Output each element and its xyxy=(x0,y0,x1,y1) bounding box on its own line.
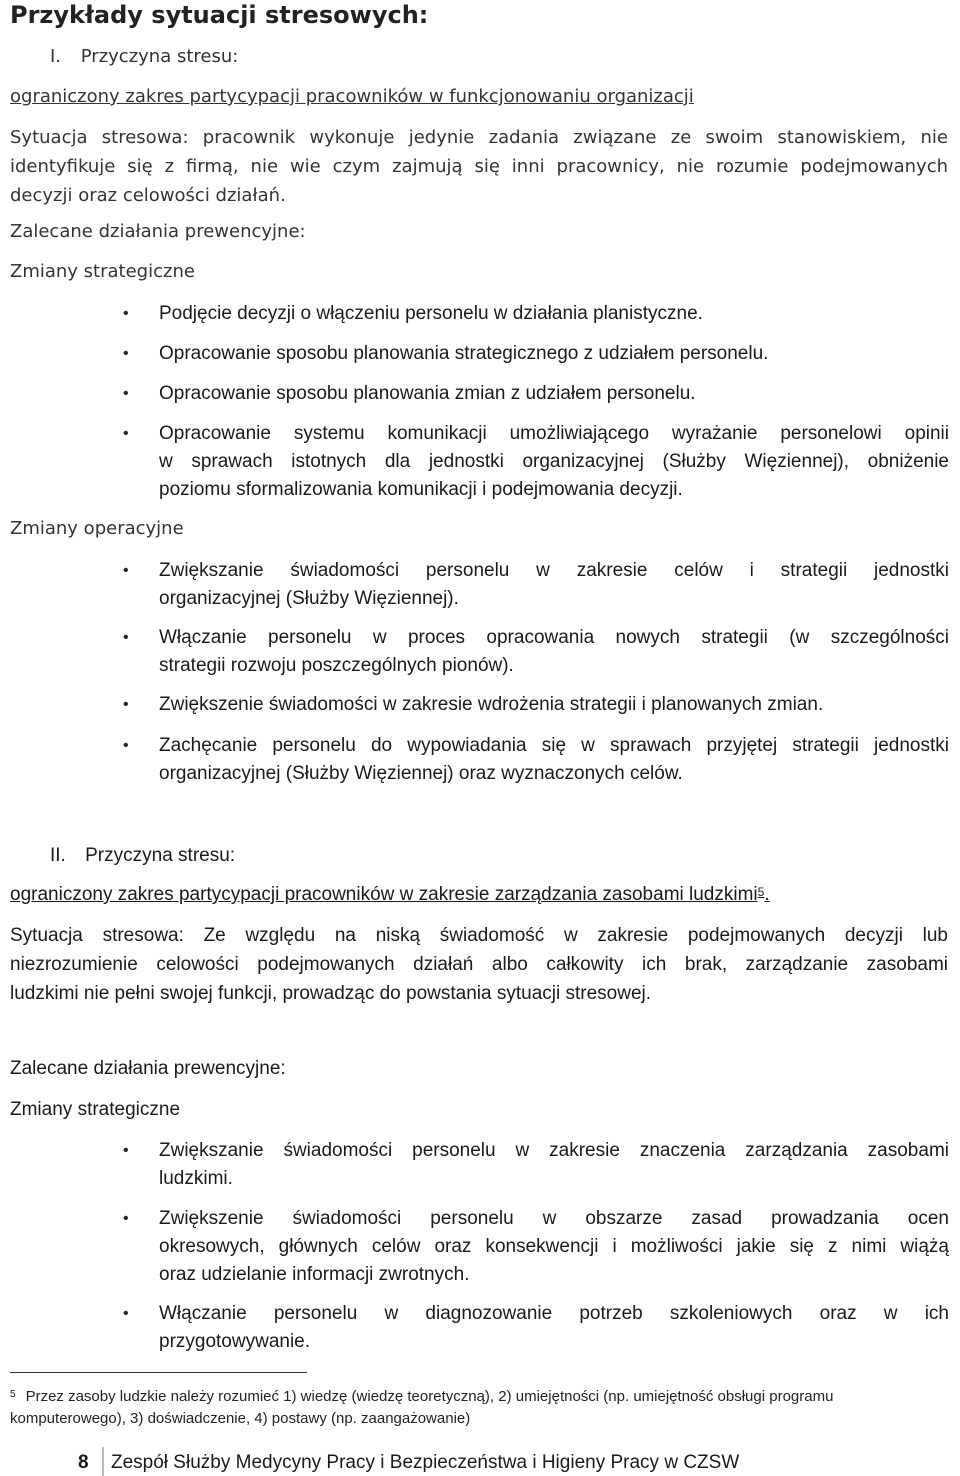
section-1-strategic-heading: Zmiany strategiczne xyxy=(10,261,195,282)
list-item-text: Opracowanie sposobu planowania zmian z udziałem personelu. xyxy=(159,383,696,404)
list-item-line: Włączanie personelu w diagnozowanie potrzeb szkoleniowych oraz w ich xyxy=(159,1303,949,1324)
list-item xyxy=(123,1205,949,1289)
list-item-line: poziomu sformalizowania komunikacji i podejmowania decyzji. xyxy=(159,479,683,500)
bullet-dot-icon: • xyxy=(123,385,129,402)
list-item-line: Zwiększanie świadomości personelu w zakresie znaczenia zarządzania zasobami xyxy=(159,1140,949,1161)
section-2-situation xyxy=(10,921,948,1008)
footnote-divider xyxy=(10,1372,307,1373)
bullet-dot-icon: • xyxy=(123,562,129,579)
situation-line: decyzji oraz celowości działań. xyxy=(10,185,286,206)
footer-divider xyxy=(102,1447,104,1476)
footnote xyxy=(10,1386,940,1430)
list-item xyxy=(123,557,949,613)
footer-text: Zespół Służby Medycyny Pracy i Bezpieczeństwa i Higieny Pracy w CZSW xyxy=(111,1452,740,1473)
situation-line: ludzkimi nie pełni swojej funkcji, prowadząc do powstania sytuacji stresowej. xyxy=(10,983,652,1004)
list-item xyxy=(123,340,949,368)
bullet-dot-icon: • xyxy=(123,1142,129,1159)
footnote-line xyxy=(10,1386,940,1408)
footnote-text: Przez zasoby ludzkie należy rozumieć 1) wiedzę (wiedzę teoretyczną), 2) umiejętności (np. umiejętność obsługi programu xyxy=(25,1388,834,1405)
footnote-number: 5 xyxy=(10,1389,16,1400)
section-1-header xyxy=(50,44,238,70)
section-2-cause-text: ograniczony zakres partycypacji pracowników w zakresie zarządzania zasobami ludzkimi xyxy=(10,884,758,905)
section-2-cause-label: Przyczyna stresu: xyxy=(85,845,236,866)
list-item-text: Zwiększenie świadomości w zakresie wdrożenia strategii i planowanych zmian. xyxy=(159,694,824,715)
section-2-numeral: II. xyxy=(50,845,66,866)
list-item xyxy=(123,1300,949,1356)
list-item xyxy=(123,691,949,719)
section-1-recommended: Zalecane działania prewencyjne: xyxy=(10,221,306,242)
section-1-situation xyxy=(10,123,948,210)
section-2-strategic-heading: Zmiany strategiczne xyxy=(10,1099,181,1120)
list-item-line: Włączanie personelu w proces opracowania nowych strategii (w szczególności xyxy=(159,627,949,648)
situation-line: identyfikuje się z firmą, nie wie czym zajmują się inni pracownicy, nie rozumie podejmowanych xyxy=(10,156,948,177)
situation-line: niezrozumienie celowości podejmowanych działań albo całkowity ich brak, zarządzanie zasobami xyxy=(10,954,948,975)
list-item-line: ludzkimi. xyxy=(159,1168,233,1189)
section-1-cause: ograniczony zakres partycypacji pracowników w funkcjonowaniu organizacji xyxy=(10,86,694,107)
list-item-line: organizacyjnej (Służby Więziennej) oraz wyznaczonych celów. xyxy=(159,763,683,784)
section-1-operational-heading: Zmiany operacyjne xyxy=(10,518,184,539)
list-item xyxy=(123,1137,949,1193)
list-item-line: oraz udzielanie informacji zwrotnych. xyxy=(159,1264,470,1285)
situation-line: Sytuacja stresowa: pracownik wykonuje jedynie zadania związane ze swoim stanowiskiem, nie xyxy=(10,127,948,148)
bullet-dot-icon: • xyxy=(123,737,129,754)
situation-line: Sytuacja stresowa: Ze względu na niską świadomość w zakresie podejmowanych decyzji lub xyxy=(10,925,948,946)
section-2-header xyxy=(50,842,235,870)
page-title: Przykłady sytuacji stresowych: xyxy=(10,1,429,29)
list-item-line: Zwiększanie świadomości personelu w zakresie celów i strategii jednostki xyxy=(159,560,949,581)
list-item xyxy=(123,624,949,680)
list-item-line: okresowych, głównych celów oraz konsekwencji i możliwości jakie się z nimi wiążą xyxy=(159,1236,949,1257)
list-item-line: Zachęcanie personelu do wypowiadania się w sprawach przyjętej strategii jednostki xyxy=(159,735,949,756)
list-item-line: Opracowanie systemu komunikacji umożliwiającego wyrażanie personelowi opinii xyxy=(159,423,949,444)
list-item-line: organizacyjnej (Służby Więziennej). xyxy=(159,588,459,609)
list-item xyxy=(123,380,949,408)
list-item-line: przygotowywanie. xyxy=(159,1331,311,1352)
bullet-dot-icon: • xyxy=(123,345,129,362)
list-item-line: strategii rozwoju poszczególnych pionów). xyxy=(159,655,514,676)
list-item-text: Podjęcie decyzji o włączeniu personelu w działania planistyczne. xyxy=(159,303,703,324)
section-2-cause-end: . xyxy=(764,884,770,905)
bullet-dot-icon: • xyxy=(123,1210,129,1227)
section-1-cause-label: Przyczyna stresu: xyxy=(80,46,239,67)
bullet-dot-icon: • xyxy=(123,425,129,442)
section-2-recommended: Zalecane działania prewencyjne: xyxy=(10,1058,286,1079)
list-item-text: Opracowanie sposobu planowania strategicznego z udziałem personelu. xyxy=(159,343,769,364)
list-item-line: Zwiększenie świadomości personelu w obszarze zasad prowadzania ocen xyxy=(159,1208,949,1229)
bullet-dot-icon: • xyxy=(123,696,129,713)
bullet-dot-icon: • xyxy=(123,305,129,322)
list-item-line: w sprawach istotnych dla jednostki organizacyjnej (Służby Więziennej), obniżenie xyxy=(159,451,949,472)
section-2-cause xyxy=(10,881,770,909)
list-item xyxy=(123,732,949,788)
footnote-ref: 5 xyxy=(757,885,765,899)
bullet-dot-icon: • xyxy=(123,629,129,646)
list-item xyxy=(123,300,949,328)
page-number: 8 xyxy=(78,1452,89,1473)
footnote-line: komputerowego), 3) doświadczenie, 4) postawy (np. zaangażowanie) xyxy=(10,1410,471,1427)
list-item xyxy=(123,420,949,504)
bullet-dot-icon: • xyxy=(123,1305,129,1322)
section-1-numeral: I. xyxy=(50,46,62,67)
